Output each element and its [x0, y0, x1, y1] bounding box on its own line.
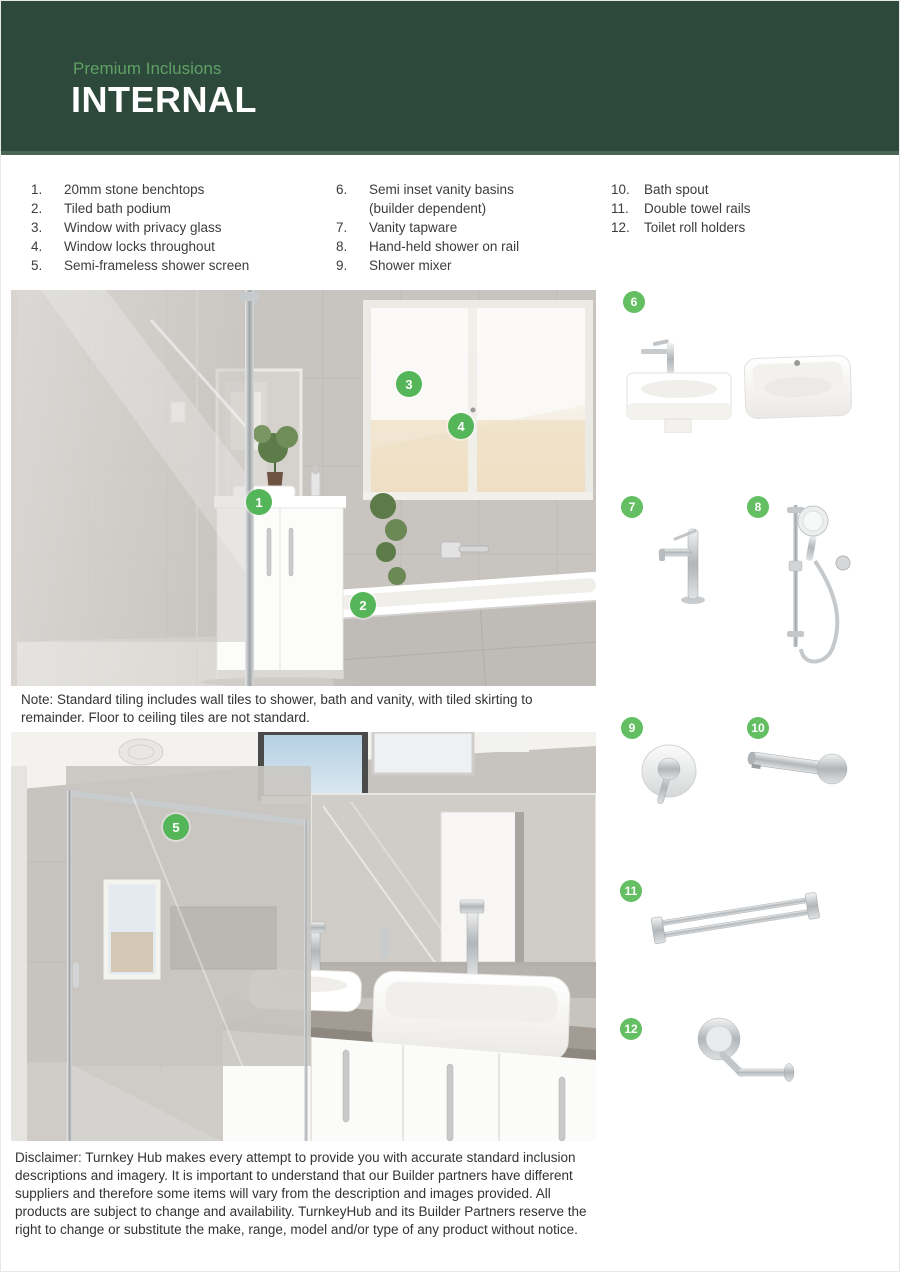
- basin-tap: [641, 339, 674, 375]
- semi-inset-basin-image: [621, 337, 741, 433]
- list-item: 4. Window locks throughout: [31, 239, 215, 254]
- list-item: 10. Bath spout: [611, 182, 709, 197]
- inclusions-column-1: [31, 180, 321, 275]
- door-edge: [11, 766, 27, 1141]
- bathroom-photo-vanity: [11, 732, 596, 1141]
- bathroom-photo-1-illustration: [11, 290, 596, 686]
- product-badge-6: 6: [623, 291, 645, 313]
- list-item: 7. Vanity tapware: [336, 220, 458, 235]
- photo-badge-5: 5: [163, 814, 189, 840]
- list-item: 3. Window with privacy glass: [31, 220, 222, 235]
- double-towel-rail-image: [646, 879, 826, 949]
- disclaimer-text: Disclaimer: Turnkey Hub makes every attempt to provide you with accurate standard inclusion descriptions and imagery. It is important to understand that our Builder partners have different suppliers and therefore some items will vary from the description and images provided. All products are subject to change and availability. TurnkeyHub and its Builder Partners reserve the right to change or substitute the make, range, model and/or type of any product without notice.: [15, 1150, 587, 1237]
- shower-mixer-image: [639, 741, 699, 813]
- photo-badge-1: 1: [246, 489, 272, 515]
- product-badge-8: 8: [747, 496, 769, 518]
- list-item: 5. Semi-frameless shower screen: [31, 258, 250, 273]
- list-item: 12. Toilet roll holders: [611, 220, 746, 235]
- list-item: 2. Tiled bath podium: [31, 201, 171, 216]
- vanity-mirror: [311, 794, 596, 966]
- shower-screen: [11, 290, 259, 686]
- toilet-roll-holder-image: [689, 1013, 804, 1095]
- bathroom-photo-2-illustration: [11, 732, 596, 1141]
- product-badge-11: 11: [620, 880, 642, 902]
- product-badge-9: 9: [621, 717, 643, 739]
- photo-badge-3: 3: [396, 371, 422, 397]
- ceiling-vent: [119, 739, 163, 765]
- photo-badge-2: 2: [350, 592, 376, 618]
- list-item: 11. Double towel rails: [611, 201, 751, 216]
- list-item: 8. Hand-held shower on rail: [336, 239, 520, 254]
- list-item: 6. Semi inset vanity basins: [336, 182, 514, 197]
- bath-spout-image: [746, 749, 851, 805]
- list-item-continuation: (builder dependent): [369, 201, 487, 216]
- tiling-note: Note: Standard tiling includes wall tiles to shower, bath and vanity, with tiled skirting to remainder. Floor to ceiling tiles are not standard.: [21, 692, 533, 725]
- product-badge-10: 10: [747, 717, 769, 739]
- inclusions-column-3: [611, 180, 881, 237]
- photo-badge-4: 4: [448, 413, 474, 439]
- header-subtitle: Premium Inclusions: [73, 59, 222, 78]
- bathroom-photo-bath: [11, 290, 596, 686]
- privacy-window: [363, 300, 593, 500]
- list-item: 9. Shower mixer: [336, 258, 452, 273]
- inset-basin-image: [739, 343, 859, 425]
- product-badge-12: 12: [620, 1018, 642, 1040]
- inclusions-column-2: [336, 180, 601, 275]
- header-band: [1, 1, 900, 155]
- list-item: 1. 20mm stone benchtops: [31, 182, 205, 197]
- hand-shower-rail-image: [763, 499, 858, 669]
- page-title: INTERNAL: [71, 79, 257, 120]
- product-badge-7: 7: [621, 496, 643, 518]
- vanity-tap-image: [649, 519, 724, 607]
